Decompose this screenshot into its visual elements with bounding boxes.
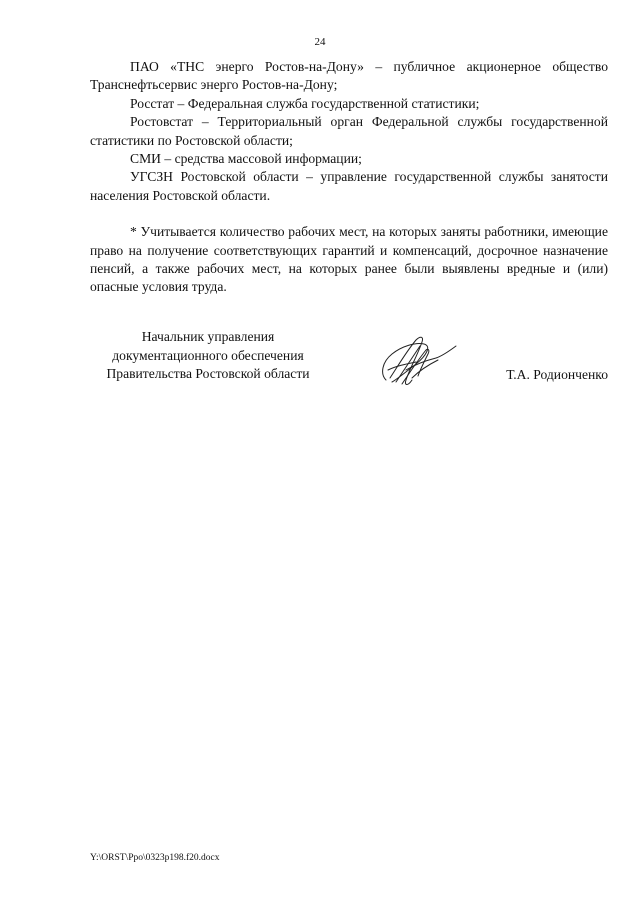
handwritten-signature (376, 330, 462, 392)
abbreviation-paragraph: Ростовстат – Территориальный орган Федеральной службы государственной статистики по Ростовской области; (90, 114, 608, 148)
abbreviation-paragraph: УГСЗН Ростовской области – управление государственной службы занятости населения Ростовской области. (90, 169, 608, 203)
signatory-name: Т.А. Родионченко (506, 367, 608, 382)
page-number: 24 (314, 36, 326, 48)
signatory-title-line: документационного обеспечения (112, 347, 304, 363)
signatory-title-line: Начальник управления (141, 329, 275, 344)
abbreviation-paragraph: Росстат – Федеральная служба государственной статистики; (130, 95, 480, 111)
document-body (90, 58, 608, 297)
abbreviation-paragraph: ПАО «ТНС энерго Ростов-на-Дону» – публичное акционерное общество Транснефтьсервис энерго Ростов-на-Дону; (90, 59, 608, 93)
abbreviation-paragraph: СМИ – средства массовой информации; (130, 151, 362, 167)
file-path-footer: Y:\ORST\Ppo\0323p198.f20.docx (90, 853, 220, 863)
footnote-paragraph: * Учитывается количество рабочих мест, на которых заняты работники, имеющие право на получение соответствующих гарантий и компенсаций, досрочное назначение пенсий, а также рабочих мест, на которых ранее были выявлены вредные и (или) опасные условия труда. (90, 224, 608, 295)
signatory-title-line: Правительства Ростовской области (106, 366, 310, 382)
signatory-title (90, 328, 326, 384)
